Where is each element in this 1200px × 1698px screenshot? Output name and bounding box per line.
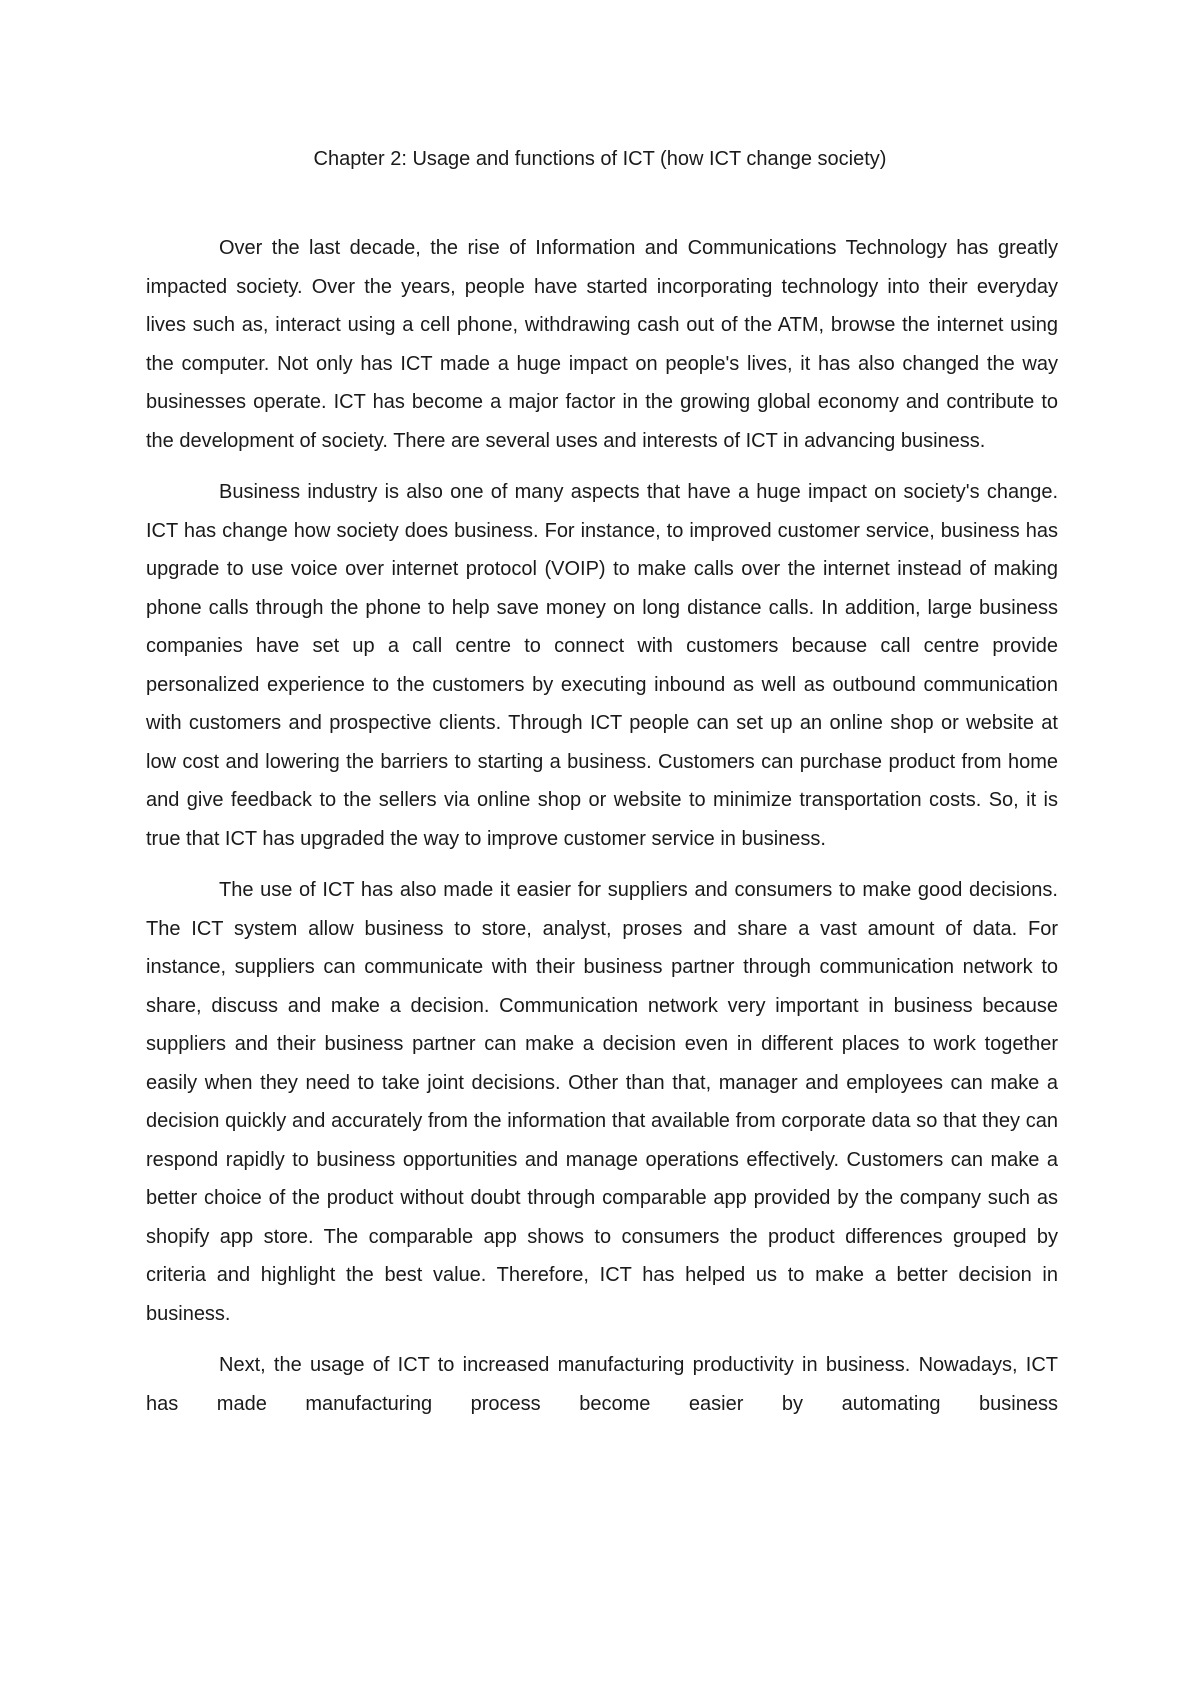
chapter-title: Chapter 2: Usage and functions of ICT (how ICT change society)	[313, 148, 887, 170]
paragraph-2: Business industry is also one of many aspects that have a huge impact on society's change. ICT has change how society does business. For instance, to improved customer service, business has upgrade to use voice over internet protocol (VOIP) to make calls over the internet instead of making phone calls through the phone to help save money on long distance calls. In addition, large business companies have set up a call centre to connect with customers because call centre provide personalized experience to the customers by executing inbound as well as outbound communication with customers and prospective clients. Through ICT people can set up an online shop or website at low cost and lowering the barriers to starting a business. Customers can purchase product from home and give feedback to the sellers via online shop or website to minimize transportation costs. So, it is true that ICT has upgraded the way to improve customer service in business.	[146, 481, 1058, 850]
paragraph-4: Next, the usage of ICT to increased manufacturing productivity in business. Nowadays, ICT has made manufacturing process become easier by automating business	[146, 1354, 1058, 1415]
paragraph-1: Over the last decade, the rise of Information and Communications Technology has greatly impacted society. Over the years, people have started incorporating technology into their everyday lives such as, interact using a cell phone, withdrawing cash out of the ATM, browse the internet using the computer. Not only has ICT made a huge impact on people's lives, it has also changed the way businesses operate. ICT has become a major factor in the growing global economy and contribute to the development of society. There are several uses and interests of ICT in advancing business.	[146, 237, 1058, 452]
paragraph-3: The use of ICT has also made it easier for suppliers and consumers to make good decisions. The ICT system allow business to store, analyst, proses and share a vast amount of data. For instance, suppliers can communicate with their business partner through communication network to share, discuss and make a decision. Communication network very important in business because suppliers and their business partner can make a decision even in different places to work together easily when they need to take joint decisions. Other than that, manager and employees can make a decision quickly and accurately from the information that available from corporate data so that they can respond rapidly to business opportunities and manage operations effectively. Customers can make a better choice of the product without doubt through comparable app provided by the company such as shopify app store. The comparable app shows to consumers the product differences grouped by criteria and highlight the best value. Therefore, ICT has helped us to make a better decision in business.	[146, 879, 1058, 1325]
document-body	[146, 229, 1058, 1436]
